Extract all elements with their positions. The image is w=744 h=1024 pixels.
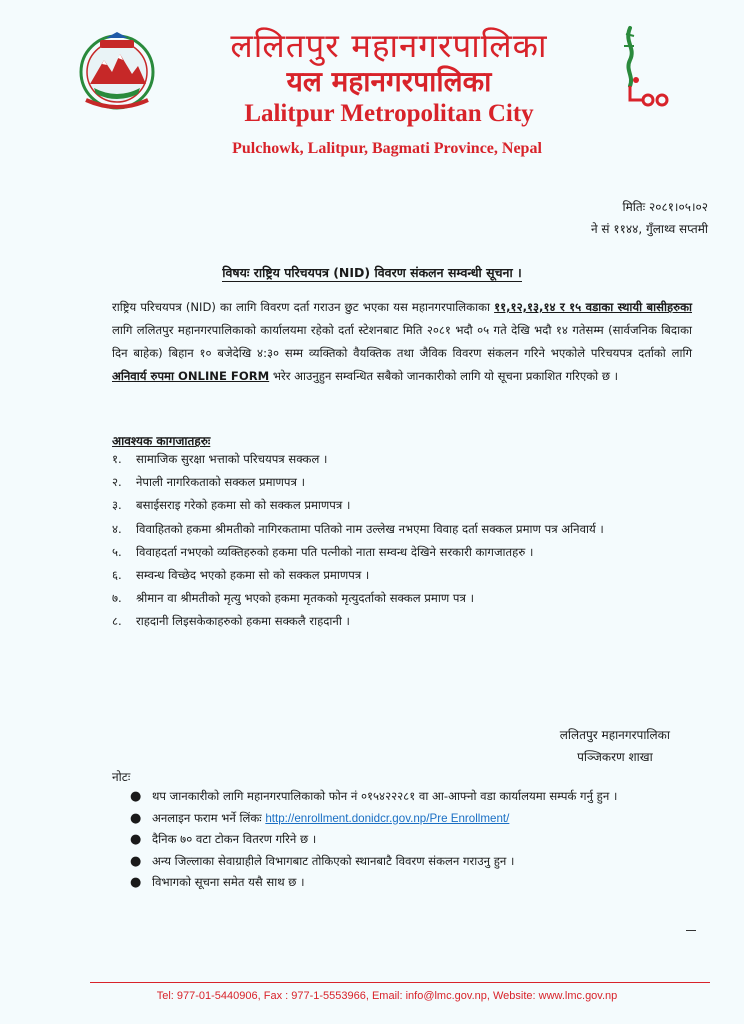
lalitpur-logo-icon <box>612 24 672 114</box>
date-block <box>591 196 708 240</box>
note-text: अन्य जिल्लाका सेवाग्राहीले विभागबाट तोकिएको स्थानबाटै विवरण संकलन गराउनु हुन । <box>152 853 515 868</box>
note-text: अनलाइन फराम भर्ने लिंकः <box>152 810 266 825</box>
list-item <box>112 448 702 471</box>
item-number: १. <box>112 452 122 466</box>
list-item <box>112 541 702 564</box>
note-text: दैनिक ७० वटा टोकन वितरण गरिने छ । <box>152 832 317 847</box>
margin-mark <box>686 930 696 931</box>
item-number: ७. <box>112 591 122 606</box>
signature-org: ललितपुर महानगरपालिका <box>559 728 670 742</box>
body-text-3: भरेर आउनुहुन सम्वन्धित सबैको जानकारीको लागि यो सूचना प्रकाशित गरिएको छ । <box>269 369 619 383</box>
list-item <box>130 872 690 894</box>
bullet-icon: ● <box>130 832 142 848</box>
item-text: नेपाली नागरिकताको सक्कल प्रमाणपत्र । <box>136 475 305 490</box>
item-text: सम्वन्ध विच्छेद भएको हकमा सो को सक्कल प्रमाणपत्र । <box>136 568 370 583</box>
body-text-2: लागि ललितपुर महानगरपालिकाको कार्यालयमा रहेको दर्ता स्टेशनबाट मिति २०८१ भदौ ०५ गते देखि भदौ १४ गतेसम्म (सार्वजनिक बिदाका दिन बाहेक) बिहान १० बजेदेखि ४:३० सम्म व्यक्तिको वैयक्तिक तथा जैविक विवरण संकलन गरिने भएकोले परिचयपत्र दर्ताको लागि <box>112 323 692 360</box>
list-item <box>112 564 702 587</box>
bullet-icon: ● <box>130 853 142 869</box>
item-number: ६. <box>112 568 122 583</box>
notes-list <box>130 786 690 894</box>
notes-heading: नोटः <box>112 770 131 784</box>
list-item <box>130 851 690 873</box>
list-item <box>112 494 702 517</box>
note-text: थप जानकारीको लागि महानगरपालिकाको फोन नं ०१५४२२२८१ वा आ-आफ्नो वडा कार्यालयमा सम्पर्क गर्नु हुन । <box>152 789 618 803</box>
list-item <box>130 829 690 851</box>
item-number: २. <box>112 475 122 490</box>
item-number: ४. <box>112 521 122 536</box>
item-number: ५. <box>112 544 122 559</box>
list-item <box>130 808 690 830</box>
list-item <box>112 587 702 610</box>
list-item <box>112 518 702 541</box>
date-ns: ने सं ११४४, गुँलाथ्व सप्तमी <box>590 222 708 236</box>
item-number: ८. <box>112 614 122 629</box>
title-newari: यल महानगरपालिका <box>286 65 492 98</box>
item-text: सामाजिक सुरक्षा भत्ताको परिचयपत्र सक्कल । <box>136 452 328 466</box>
bullet-icon: ● <box>130 789 142 804</box>
bullet-icon: ● <box>130 875 142 891</box>
footer-divider <box>90 982 710 983</box>
item-number: ३. <box>112 498 122 513</box>
signature-block <box>560 724 670 768</box>
signature-branch: पञ्जिकरण शाखा <box>577 750 653 764</box>
bullet-icon: ● <box>130 810 142 826</box>
body-bold-wards: ११,१२,१३,१४ र १५ वडाका स्थायी बासीहरुका <box>494 300 692 314</box>
item-text: विवाहदर्ता नभएको व्यक्तिहरुको हकमा पति पत्नीको नाता सम्वन्ध देखिने सरकारी कागजातहरु । <box>136 544 534 559</box>
documents-list <box>112 448 702 634</box>
list-item <box>112 610 702 633</box>
title-nepali: ललितपुर महानगरपालिका <box>230 26 548 65</box>
item-text: श्रीमान वा श्रीमतीको मृत्यु भएको हकमा मृतकको मृत्युदर्ताको सक्कल प्रमाण पत्र । <box>136 591 474 606</box>
address: Pulchowk, Lalitpur, Bagmati Province, Nepal <box>232 140 542 157</box>
documents-heading: आवश्यक कागजातहरुः <box>112 434 211 448</box>
subject-line <box>0 264 744 281</box>
footer-contact: Tel: 977-01-5440906, Fax : 977-1-5553966, Email: info@lmc.gov.np, Website: www.lmc.gov.np <box>156 990 618 1002</box>
body-bold-online: अनिवार्य रुपमा ONLINE FORM <box>112 369 270 383</box>
body-paragraph <box>112 296 692 388</box>
note-text: विभागको सूचना समेत यसै साथ छ । <box>152 875 305 890</box>
list-item <box>130 786 690 808</box>
date-bs: मितिः २०८१।०५।०२ <box>622 200 708 214</box>
item-text: बसाईसराइ गरेको हकमा सो को सक्कल प्रमाणपत्र । <box>136 498 351 513</box>
subject-text: विषयः राष्ट्रिय परिचयपत्र (NID) विवरण संकलन सम्वन्धी सूचना । <box>222 265 522 280</box>
list-item <box>112 471 702 494</box>
enrollment-link[interactable]: http://enrollment.donidcr.gov.np/Pre Enrollment/ <box>265 811 510 825</box>
item-text: विवाहितको हकमा श्रीमतीको नागिरकतामा पतिको नाम उल्लेख नभएमा विवाह दर्ता सक्कल प्रमाण पत्र अनिवार्य । <box>136 521 604 536</box>
title-english: Lalitpur Metropolitan City <box>244 100 534 127</box>
item-text: राहदानी लिइसकेकाहरुको हकमा सक्कलै राहदानी । <box>136 614 350 629</box>
body-text-1: राष्ट्रिय परिचयपत्र (NID) का लागि विवरण दर्ता गराउन छुट भएका यस महानगरपालिकाका <box>112 300 495 314</box>
